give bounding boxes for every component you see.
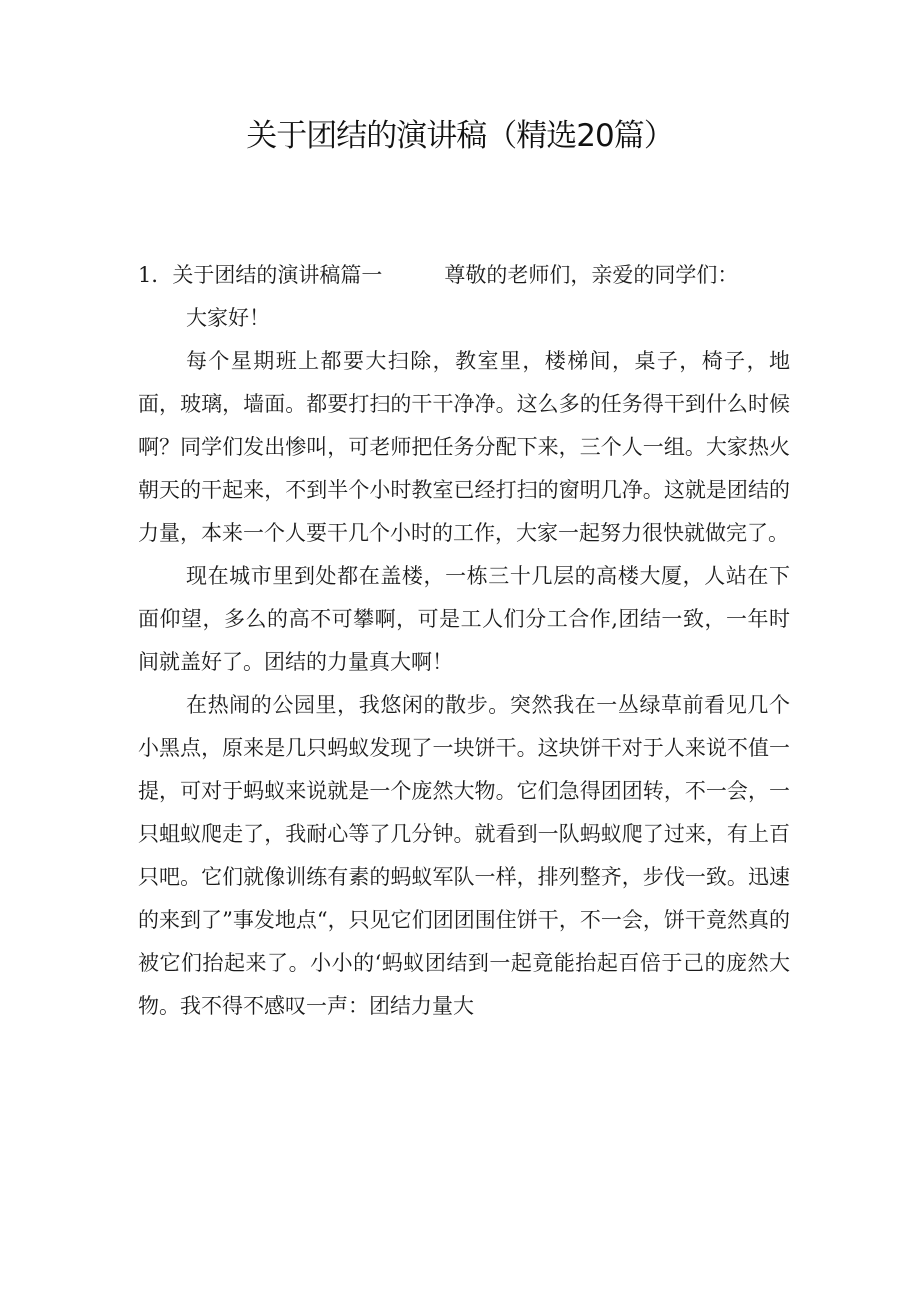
paragraph-greeting: 大家好！ — [186, 306, 270, 330]
section-heading — [138, 254, 790, 297]
salutation: 尊敬的老师们，亲爱的同学们： — [444, 263, 739, 287]
document-body — [138, 254, 790, 1028]
paragraph-building: 现在城市里到处都在盖楼，一栋三十几层的高楼大厦，人站在下面仰望，多么的高不可攀啊，可是工人们分工合作,团结一致，一年时间就盖好了。团结的力量真大啊！ — [138, 564, 790, 674]
section-heading-label: 1．关于团结的演讲稿篇一 — [138, 263, 383, 287]
paragraph-cleaning: 每个星期班上都要大扫除，教室里，楼梯间，桌子，椅子，地面，玻璃，墙面。都要打扫的干干净净。这么多的任务得干到什么时候啊？同学们发出惨叫，可老师把任务分配下来，三个人一组。大家热火朝天的干起来，不到半个小时教室已经打扫的窗明几净。这就是团结的力量，本来一个人要干几个小时的工作，大家一起努力很快就做完了。 — [138, 349, 790, 545]
paragraph-ants: 在热闹的公园里，我悠闲的散步。突然我在一丛绿草前看见几个小黑点，原来是几只蚂蚁发现了一块饼干。这块饼干对于人来说不值一提，可对于蚂蚁来说就是一个庞然大物。它们急得团团转，不一会，一只蛆蚁爬走了，我耐心等了几分钟。就看到一队蚂蚁爬了过来，有上百只吧。它们就像训练有素的蚂蚁军队一样，排列整齐，步伐一致。迅速的来到了”事发地点“，只见它们团团围住饼干，不一会，饼干竟然真的被它们抬起来了。小小的‘蚂蚁团结到一起竟能抬起百倍于己的庞然大物。我不得不感叹一声：团结力量大 — [138, 693, 790, 1018]
document-title: 关于团结的演讲稿（精选20篇） — [246, 118, 674, 154]
